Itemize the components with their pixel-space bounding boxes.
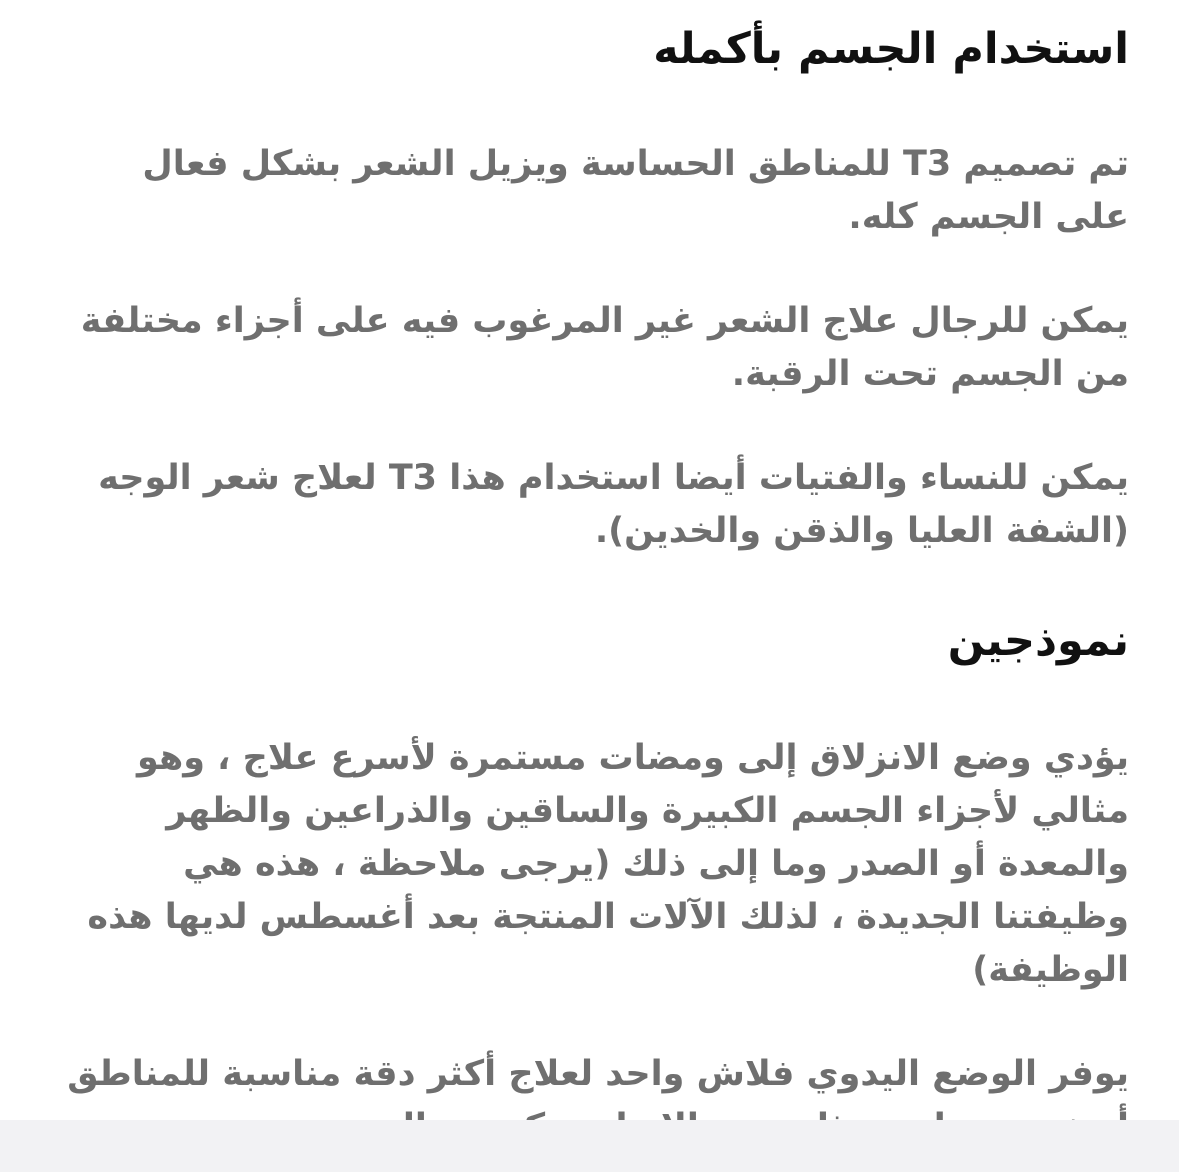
paragraph-manual-mode: يوفر الوضع اليدوي فلاش واحد لعلاج أكثر دقة مناسبة للمناطق (67, 1054, 1129, 1094)
paragraph-glide-mode: يؤدي وضع الانزلاق إلى ومضات مستمرة لأسرع علاج ، وهو مثالي لأجزاء الجسم الكبيرة والساقين والذراعين والظهر والمعدة أو الصدر وما إلى ذلك (يرجى ملاحظة ، هذه هي وظيفتنا الجديدة ، لذلك الآلات المنتجة بعد أغسطس لديها هذه الوظيفة) (87, 738, 1129, 990)
paragraph-women-usage: يمكن للنساء والفتيات أيضا استخدام هذا T3 لعلاج شعر الوجه (الشفة العليا والذقن والخدين). (98, 458, 1129, 551)
paragraph-men-usage: يمكن للرجال علاج الشعر غير المرغوب فيه على أجزاء مختلفة من الجسم تحت الرقبة. (80, 301, 1129, 394)
section-heading-whole-body: استخدام الجسم بأكمله (653, 24, 1129, 74)
paragraph-t3-design: تم تصميم T3 للمناطق الحساسة ويزيل الشعر بشكل فعال على الجسم كله. (142, 144, 1129, 237)
section-heading-two-modes: نموذجين (947, 616, 1129, 666)
bottom-band (0, 1120, 1179, 1172)
